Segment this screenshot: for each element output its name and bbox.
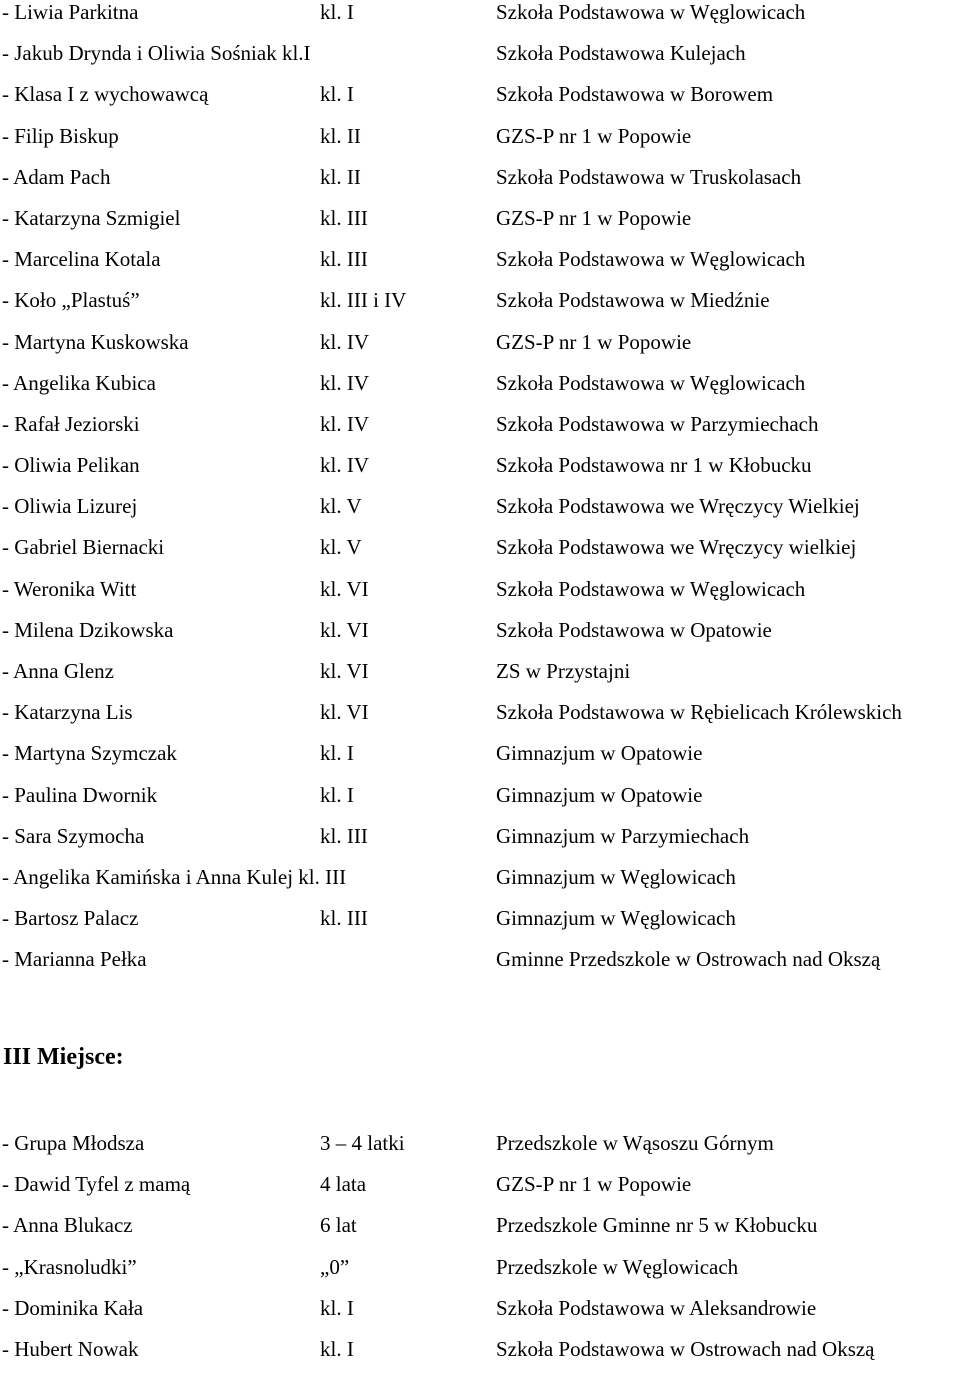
entry-name: - Angelika Kubica <box>2 370 156 395</box>
entry-row <box>0 906 960 947</box>
entry-row <box>0 412 960 453</box>
entry-row <box>0 741 960 782</box>
entry-row <box>0 1255 960 1296</box>
entry-school: Szkoła Podstawowa w Truskolasach <box>496 164 802 189</box>
entry-name: - Dawid Tyfel z mamą <box>2 1172 191 1197</box>
entry-row <box>0 1213 960 1254</box>
entry-school: GZS-P nr 1 w Popowie <box>496 1172 692 1197</box>
entry-school: ZS w Przystajni <box>496 659 631 683</box>
entry-school: Gimnazjum w Opatowie <box>496 741 703 766</box>
entry-class: kl. VI <box>320 576 369 601</box>
entry-class: kl. III i IV <box>320 288 407 313</box>
entry-school: Szkoła Podstawowa w Parzymiechach <box>496 411 819 436</box>
entry-class: „0” <box>320 1254 350 1279</box>
entry-name: - Grupa Młodsza <box>2 1131 145 1155</box>
entry-school: Szkoła Podstawowa w Borowem <box>496 82 774 107</box>
entry-school: Szkoła Podstawowa w Ostrowach nad Okszą <box>496 1336 875 1361</box>
entry-class: kl. IV <box>320 370 369 395</box>
entry-school: GZS-P nr 1 w Popowie <box>496 205 692 230</box>
entry-class: kl. III <box>320 823 368 848</box>
entry-school: Szkoła Podstawowa w Aleksandrowie <box>496 1295 817 1320</box>
entry-name: - Paulina Dwornik <box>2 782 158 807</box>
entry-row <box>0 124 960 165</box>
entry-row <box>0 783 960 824</box>
entry-class: kl. III <box>320 205 368 230</box>
entry-class: kl. VI <box>320 659 369 683</box>
entry-school: Szkoła Podstawowa we Wręczycy wielkiej <box>496 535 857 560</box>
entry-class: 6 lat <box>320 1213 357 1238</box>
entry-name: - Dominika Kała <box>2 1295 144 1320</box>
entry-row <box>0 82 960 123</box>
entry-row <box>0 1172 960 1213</box>
entry-class: kl. I <box>320 782 354 807</box>
entry-name: - „Krasnoludki” <box>2 1254 137 1279</box>
entry-name: - Jakub Drynda i Oliwia Sośniak kl.I <box>2 41 311 66</box>
entry-row <box>0 824 960 865</box>
entry-class: kl. I <box>320 1295 354 1320</box>
entry-row <box>0 1296 960 1337</box>
entry-school: Gminne Przedszkole w Ostrowach nad Okszą <box>496 947 881 972</box>
entry-row <box>0 206 960 247</box>
entry-class: kl. II <box>320 164 361 189</box>
entry-class: kl. III <box>320 247 368 272</box>
entry-row <box>0 1131 960 1172</box>
entry-school: GZS-P nr 1 w Popowie <box>496 123 692 148</box>
entry-class: kl. IV <box>320 411 369 436</box>
entry-school: Gimnazjum w Parzymiechach <box>496 823 750 848</box>
entry-school: Szkoła Podstawowa w Miedźnie <box>496 288 770 313</box>
entry-name: - Hubert Nowak <box>2 1336 139 1361</box>
entry-class: kl. I <box>320 741 354 766</box>
entry-row <box>0 865 960 906</box>
entry-class: kl. I <box>320 82 354 107</box>
entry-school: Gimnazjum w Opatowie <box>496 782 703 807</box>
lower-entry-list <box>0 1131 960 1378</box>
entry-name: - Marianna Pełka <box>2 947 147 972</box>
entry-row <box>0 1337 960 1378</box>
section-heading: III Miejsce: <box>3 1044 124 1070</box>
entry-school: Gimnazjum w Węglowicach <box>496 906 736 931</box>
entry-school: Szkoła Podstawowa w Opatowie <box>496 617 772 642</box>
entry-school: Szkoła Podstawowa w Węglowicach <box>496 370 806 395</box>
entry-row <box>0 165 960 206</box>
entry-name: - Gabriel Biernacki <box>2 535 165 560</box>
entry-name: - Oliwia Pelikan <box>2 453 140 478</box>
entry-school: Przedszkole w Węglowicach <box>496 1254 739 1279</box>
entry-name: - Marcelina Kotala <box>2 247 161 272</box>
entry-school: Szkoła Podstawowa nr 1 w Kłobucku <box>496 453 812 478</box>
entry-name: - Koło „Plastuś” <box>2 288 140 313</box>
entry-school: Przedszkole w Wąsoszu Górnym <box>496 1131 774 1155</box>
entry-school: Szkoła Podstawowa w Węglowicach <box>496 0 806 24</box>
entry-row <box>0 700 960 741</box>
entry-name: - Oliwia Lizurej <box>2 494 138 519</box>
entry-class: kl. III <box>320 906 368 931</box>
entry-row <box>0 618 960 659</box>
entry-row <box>0 288 960 329</box>
entry-name: - Katarzyna Lis <box>2 700 133 725</box>
entry-name: - Klasa I z wychowawcą <box>2 82 209 107</box>
entry-name: - Rafał Jeziorski <box>2 411 140 436</box>
entry-name: - Sara Szymocha <box>2 823 145 848</box>
entry-school: Szkoła Podstawowa w Rębielicach Królewskich <box>496 700 902 725</box>
entry-class: kl. V <box>320 494 362 519</box>
entry-name: - Martyna Kuskowska <box>2 329 189 354</box>
entry-row <box>0 247 960 288</box>
entry-name: - Milena Dzikowska <box>2 617 174 642</box>
entry-row <box>0 453 960 494</box>
entry-row <box>0 0 960 41</box>
entry-name: - Martyna Szymczak <box>2 741 177 766</box>
entry-name: - Angelika Kamińska i Anna Kulej kl. III <box>2 864 347 889</box>
entry-name: - Adam Pach <box>2 164 111 189</box>
entry-class: 3 – 4 latki <box>320 1131 405 1155</box>
entry-class: kl. IV <box>320 329 369 354</box>
entry-school: Szkoła Podstawowa Kulejach <box>496 41 746 66</box>
entry-name: - Anna Glenz <box>2 659 114 683</box>
entry-school: Przedszkole Gminne nr 5 w Kłobucku <box>496 1213 818 1238</box>
entry-class: kl. I <box>320 1336 354 1361</box>
entry-class: kl. VI <box>320 617 369 642</box>
entry-name: - Liwia Parkitna <box>2 0 139 24</box>
entry-row <box>0 41 960 82</box>
entry-class: 4 lata <box>320 1172 367 1197</box>
entry-name: - Anna Blukacz <box>2 1213 133 1238</box>
entry-school: Gimnazjum w Węglowicach <box>496 864 736 889</box>
entry-row <box>0 535 960 576</box>
entry-name: - Katarzyna Szmigiel <box>2 205 181 230</box>
entry-row <box>0 494 960 535</box>
entry-school: Szkoła Podstawowa w Węglowicach <box>496 576 806 601</box>
entry-row <box>0 330 960 371</box>
entry-name: - Bartosz Palacz <box>2 906 139 931</box>
entry-class: kl. VI <box>320 700 369 725</box>
entry-row <box>0 371 960 412</box>
entry-row <box>0 659 960 700</box>
entry-class: kl. V <box>320 535 362 560</box>
entry-class: kl. IV <box>320 453 369 478</box>
entry-school: GZS-P nr 1 w Popowie <box>496 329 692 354</box>
entry-row <box>0 947 960 988</box>
entry-class: kl. I <box>320 0 354 24</box>
entry-school: Szkoła Podstawowa w Węglowicach <box>496 247 806 272</box>
entry-name: - Weronika Witt <box>2 576 137 601</box>
entry-class: kl. II <box>320 123 361 148</box>
entry-school: Szkoła Podstawowa we Wręczycy Wielkiej <box>496 494 860 519</box>
entry-name: - Filip Biskup <box>2 123 119 148</box>
entry-row <box>0 577 960 618</box>
